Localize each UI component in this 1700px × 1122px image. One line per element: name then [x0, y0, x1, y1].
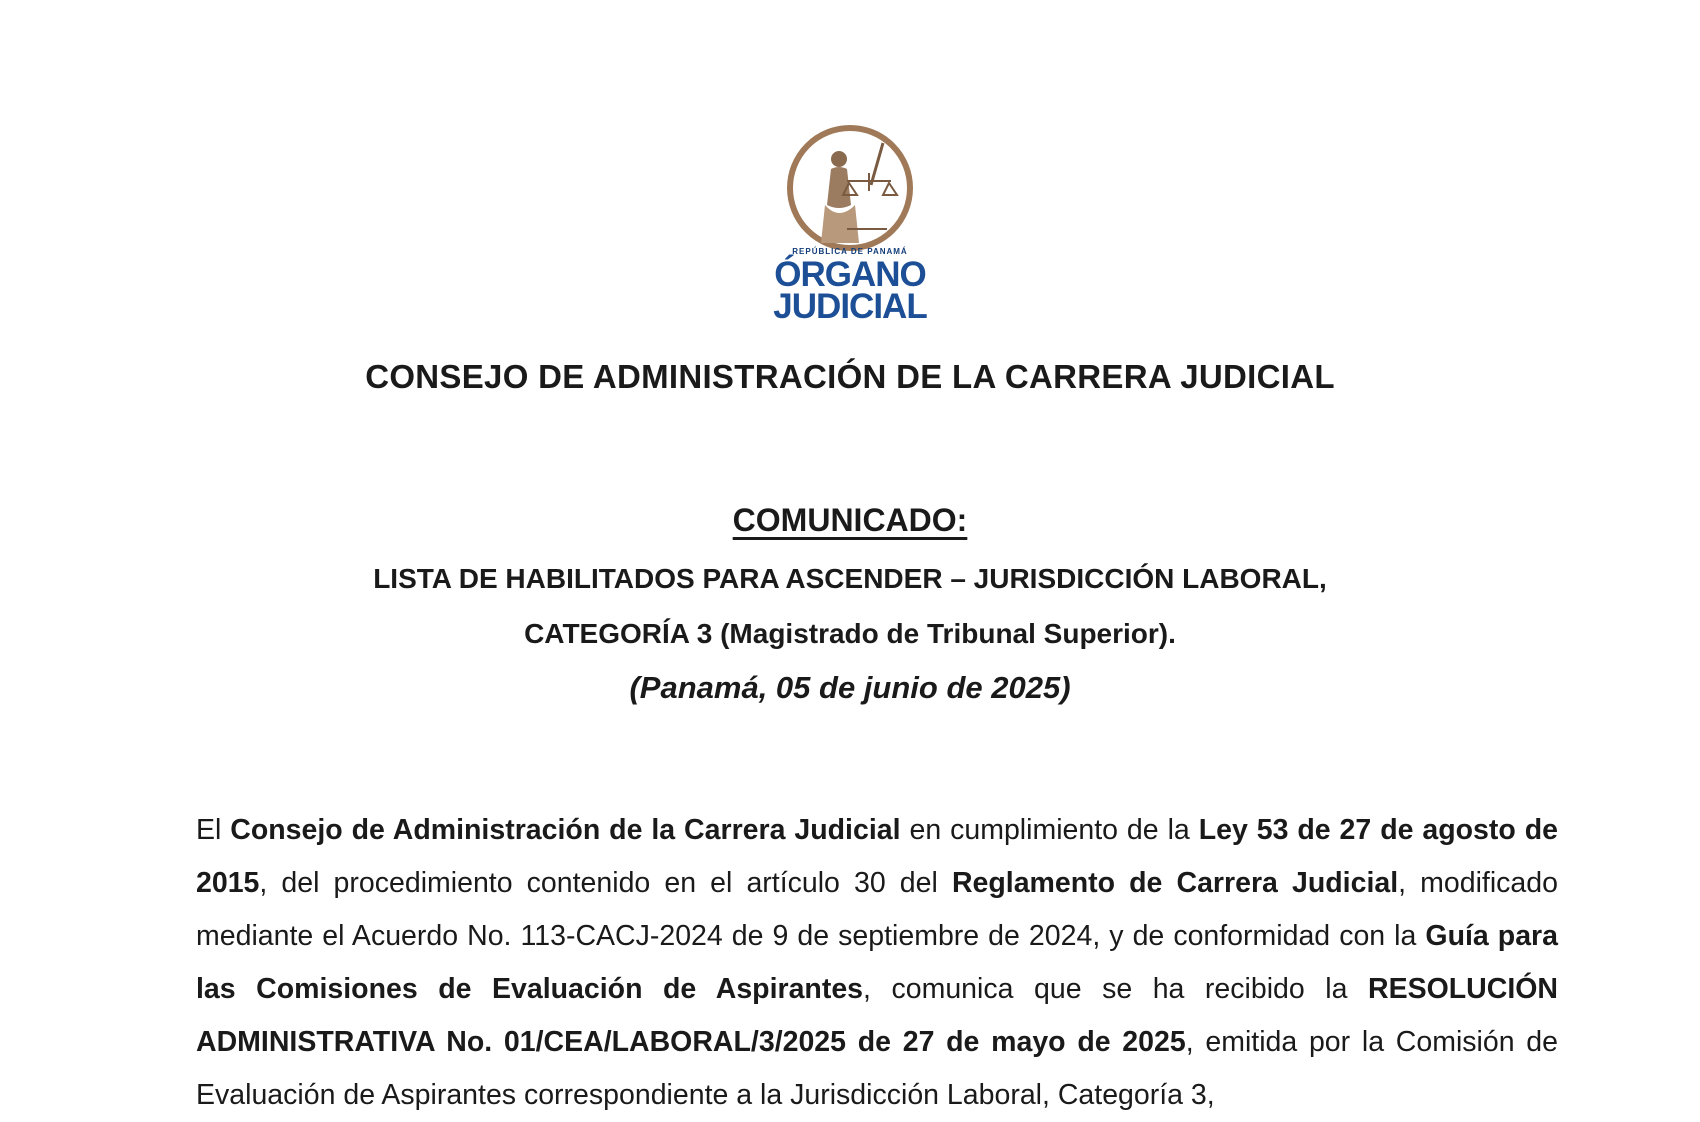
communique-date: (Panamá, 05 de junio de 2025)	[629, 670, 1071, 705]
logo-country-text: REPÚBLICA DE PANAMÁ	[792, 247, 908, 256]
body-text: en cumplimiento de la	[900, 814, 1199, 846]
body-bold-text: Reglamento de Carrera Judicial	[951, 867, 1399, 899]
communique-title	[0, 502, 1700, 539]
body-bold-text: Ley 53 de 27 de agosto de 2015	[196, 814, 1558, 899]
body-text: , del procedimiento contenido en el artículo 30 del	[259, 867, 952, 899]
communique-subtitle-line2: CATEGORÍA 3 (Magistrado de Tribunal Superior).	[524, 618, 1176, 649]
body-text: , modificado mediante el Acuerdo No. 113-CACJ-2024 de 9 de septiembre de 2024, y de conformidad con la	[196, 867, 1558, 952]
body-text: , emitida por la Comisión de Evaluación de Aspirantes correspondiente a la Jurisdicción Laboral, Categoría 3,	[196, 1026, 1558, 1111]
body-bold-text: Consejo de Administración de la Carrera Judicial	[230, 814, 901, 846]
body-bold-text: RESOLUCIÓN ADMINISTRATIVA No. 01/CEA/LABORAL/3/2025 de 27 de mayo de 2025	[196, 973, 1558, 1058]
communique-label: COMUNICADO:	[732, 502, 968, 538]
communique-subtitle-line1: LISTA DE HABILITADOS PARA ASCENDER – JURISDICCIÓN LABORAL,	[373, 563, 1327, 594]
lady-justice-icon	[787, 125, 913, 251]
organo-judicial-logo	[770, 125, 930, 325]
body-paragraph	[196, 804, 1558, 1122]
body-bold-text: Guía para las Comisiones de Evaluación de Aspirantes	[196, 920, 1558, 1005]
body-text: , comunica que se ha recibido la	[863, 973, 1368, 1005]
body-text: El	[196, 814, 231, 846]
logo-judicial-text: JUDICIAL	[773, 287, 927, 326]
council-heading: CONSEJO DE ADMINISTRACIÓN DE LA CARRERA JUDICIAL	[365, 358, 1335, 395]
logo-organo-text: ÓRGANO	[774, 255, 926, 294]
